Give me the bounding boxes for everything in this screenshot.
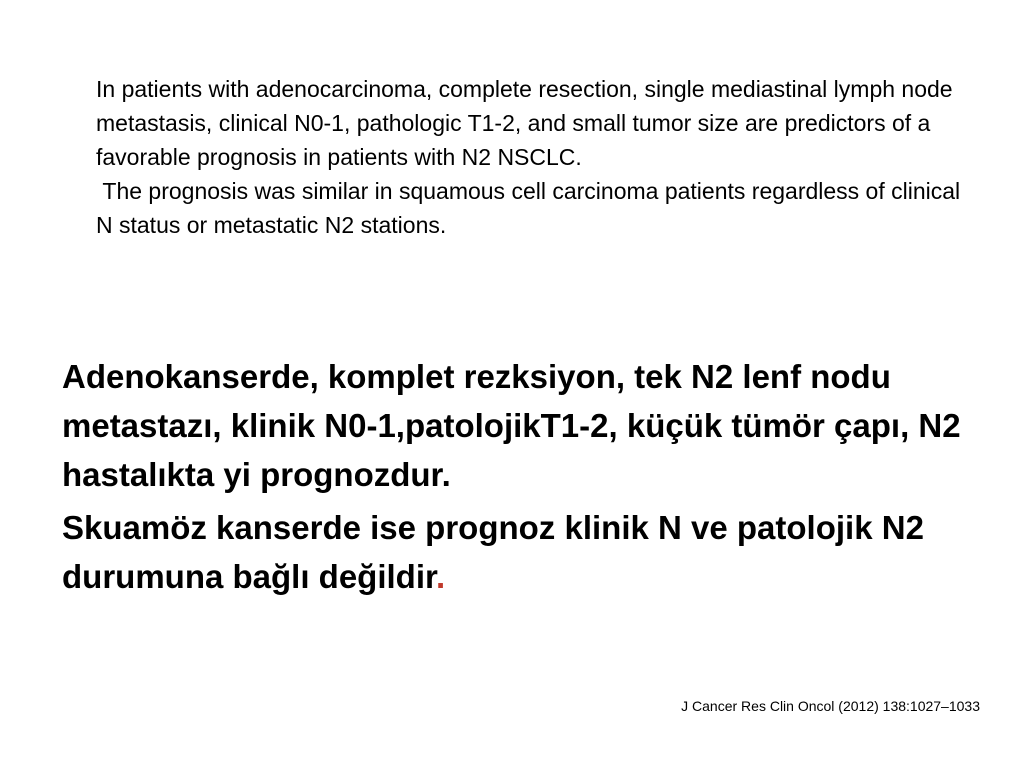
turkish-summary <box>62 352 982 601</box>
citation-reference: J Cancer Res Clin Oncol (2012) 138:1027–1033 <box>681 698 980 714</box>
english-paragraph-2-text: The prognosis was similar in squamous cell carcinoma patients regardless of clinical N status or metastatic N2 stations. <box>96 178 961 238</box>
turkish-paragraph-2-text: Skuamöz kanserde ise prognoz klinik N ve patolojik N2 durumuna bağlı değildir <box>62 509 924 595</box>
english-paragraph-1: In patients with adenocarcinoma, complete resection, single mediastinal lymph node metastasis, clinical N0-1, pathologic T1-2, and small tumor size are predictors of a favorable prognosis in patients with N2 NSCLC. <box>96 76 953 170</box>
turkish-paragraph-2 <box>62 503 982 601</box>
turkish-paragraph-2-period: . <box>436 558 446 595</box>
english-summary <box>96 72 976 242</box>
english-paragraph-2 <box>96 174 976 242</box>
turkish-paragraph-1: Adenokanserde, komplet rezksiyon, tek N2 lenf nodu metastazı, klinik N0-1,patolojikT1-2, küçük tümör çapı, N2 hastalıkta yi prognozdur. <box>62 358 961 493</box>
